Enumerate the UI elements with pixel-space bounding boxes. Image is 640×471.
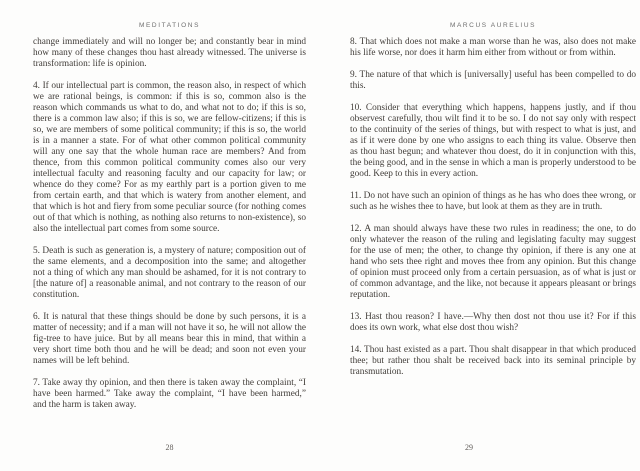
paragraph: 10. Consider that everything which happens, happens justly, and if thou observest carefully, thou wilt find it to be so. I do not say only with respect to the continuity of the series of things, but with respect to what is just, and as if it were done by one who assigns to each thing its value. Observe then as thou hast begun; and whatever thou doest, do it in conjunction with this, the being good, and in the sense in which a man is properly understood to be good. Keep to this in every action. bbox=[350, 103, 636, 179]
page-number-left: 28 bbox=[165, 443, 174, 452]
paragraph: 8. That which does not make a man worse than he was, also does not make his life worse, nor does it harm him either from without or from within. bbox=[350, 37, 636, 58]
paragraph: change immediately and will no longer be; and constantly bear in mind how many of these changes thou hast already witnessed. The universe is transformation: life is opinion. bbox=[33, 37, 306, 69]
paragraph: 5. Death is such as generation is, a mystery of nature; composition out of the same elements, and a decomposition into the same; and altogether not a thing of which any man should be ashamed, for it is not contrary to [the nature of] a reasonable animal, and not contrary to the reason of our constitution. bbox=[33, 246, 306, 300]
paragraph: 14. Thou hast existed as a part. Thou shalt disappear in that which produced thee; but rather thou shalt be received back into its seminal principle by transmutation. bbox=[350, 345, 636, 377]
paragraph: 7. Take away thy opinion, and then there is taken away the complaint, “I have been harmed.” Take away the complaint, “I have been harmed,” and the harm is taken away. bbox=[33, 378, 306, 410]
running-head-left: MEDITATIONS bbox=[138, 22, 201, 29]
right-page-body bbox=[350, 37, 636, 378]
left-page bbox=[33, 0, 306, 471]
left-page-body bbox=[33, 37, 306, 411]
paragraph: 9. The nature of that which is [universally] useful has been compelled to do this. bbox=[350, 70, 636, 91]
paragraph: 12. A man should always have these two rules in readiness; the one, to do only whatever the reason of the ruling and legislating faculty may suggest for the use of men; the other, to change thy opinion, if there is any one at hand who sets thee right and moves thee from any opinion. But this change of opinion must proceed only from a certain persuasion, as of what is just or of common advantage, and the like, not because it appears pleasant or brings reputation. bbox=[350, 224, 636, 300]
paragraph: 6. It is natural that these things should be done by such persons, it is a matter of necessity; and if a man will not have it so, he will not allow the fig-tree to have juice. But by all means bear this in mind, that within a very short time both thou and he will be dead; and soon not even your names will be left behind. bbox=[33, 312, 306, 366]
page-number-right: 29 bbox=[465, 443, 473, 452]
paragraph: 11. Do not have such an opinion of things as he has who does thee wrong, or such as he wishes thee to have, but look at them as they are in truth. bbox=[350, 191, 636, 212]
paragraph: 13. Hast thou reason? I have.—Why then dost not thou use it? For if this does its own work, what else dost thou wish? bbox=[350, 312, 636, 333]
paragraph: 4. If our intellectual part is common, the reason also, in respect of which we are rational beings, is common: if this is so, common also is the reason which commands us what to do, and what not to do; if this is so, there is a common law also; if this is so, we are fellow-citizens; if this is so, we are members of some political community; if this is so, the world is in a manner a state. For of what other common political community will any one say that the whole human race are members? And from thence, from this common political community comes also our very intellectual faculty and reasoning faculty and our capacity for law; or whence do they come? For as my earthly part is a portion given to me from certain earth, and that which is watery from another element, and that which is hot and fiery from some peculiar source (for nothing comes out of that which is nothing, as nothing also returns to non-existence), so also the intellectual part comes from some source. bbox=[33, 81, 306, 234]
right-page bbox=[350, 0, 636, 471]
running-head-right: MARCUS AURELIUS bbox=[449, 22, 537, 29]
